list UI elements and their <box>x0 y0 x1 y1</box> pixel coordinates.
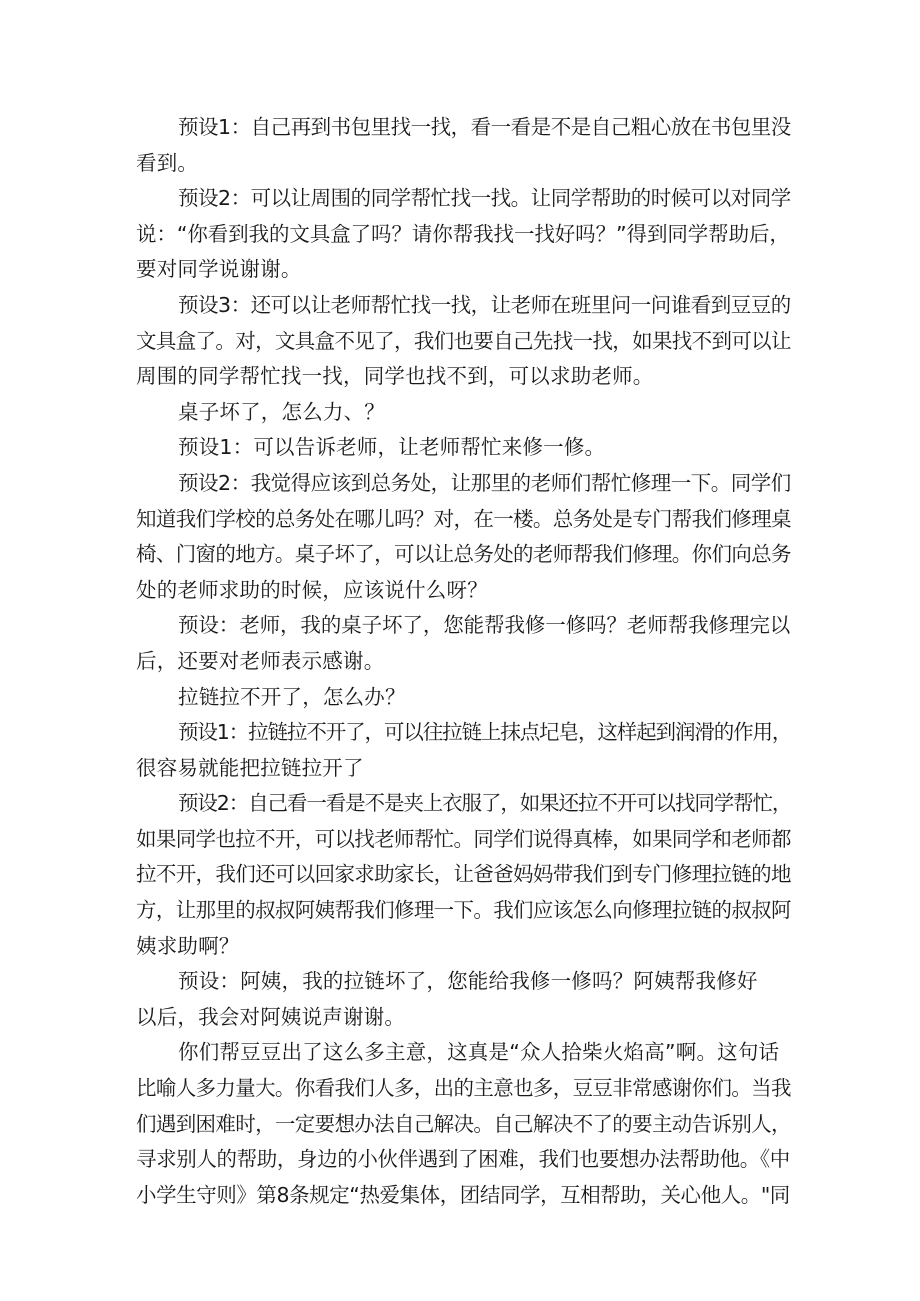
text-line: 比喻人多力量大。你看我们人多，出的主意也多，豆豆非常感谢你们。当我 <box>136 1076 791 1101</box>
text-line: 拉链拉不开了，怎么办？ <box>178 684 406 709</box>
text-line: 处的老师求助的时候，应该说什么呀？ <box>136 577 488 602</box>
text-line: 看到。 <box>136 150 199 175</box>
text-line: 以后，我会对阿姨说声谢谢。 <box>136 1004 406 1029</box>
text-line: 周围的同学帮忙找一找，同学也找不到，可以求助老师。 <box>136 364 654 389</box>
text-line: 桌子坏了，怎么力、？ <box>178 399 385 424</box>
text-line: 预设2：可以让周围的同学帮忙找一找。让同学帮助的时候可以对同学 <box>178 186 791 211</box>
text-line: 你们帮豆豆出了这么多主意，这真是“众人拾柴火焰高”啊。这句话 <box>178 1040 780 1065</box>
text-line: 文具盒了。对，文具盒不见了，我们也要自己先找一找，如果找不到可以让 <box>136 328 791 353</box>
text-line: 预设：阿姨，我的拉链坏了，您能给我修一修吗？阿姨帮我修好 <box>178 969 758 994</box>
text-line: 姨求助啊？ <box>136 933 240 958</box>
text-line: 方，让那里的叔叔阿姨帮我们修理一下。我们应该怎么向修理拉链的叔叔阿 <box>136 898 791 923</box>
text-line: 寻求别人的帮助，身边的小伙伴遇到了困难，我们也要想办法帮助他。《中 <box>136 1147 790 1172</box>
text-line: 说：“你看到我的文具盒了吗？请你帮我找一找好吗？”得到同学帮助后， <box>136 221 790 246</box>
text-line: 拉不开，我们还可以回家求助家长，让爸爸妈妈带我们到专门修理拉链的地 <box>136 862 791 887</box>
text-line: 预设1：可以告诉老师，让老师帮忙来修一修。 <box>178 435 606 460</box>
text-line: 很容易就能把拉链拉开了 <box>136 755 364 780</box>
text-line: 椅、门窗的地方。桌子坏了，可以让总务处的老师帮我们修理。你们向总务 <box>136 542 791 567</box>
text-line: 预设3：还可以让老师帮忙找一找，让老师在班里问一问谁看到豆豆的 <box>178 292 791 317</box>
text-line: 预设2：我觉得应该到总务处，让那里的老师们帮忙修理一下。同学们 <box>178 470 791 495</box>
text-line: 们遇到困难时，一定要想办法自己解决。自己解决不了的要主动告诉别人， <box>136 1111 791 1136</box>
text-line: 要对同学说谢谢。 <box>136 257 302 282</box>
text-line: 预设：老师，我的桌子坏了，您能帮我修一修吗？老师帮我修理完以 <box>178 613 791 638</box>
text-line: 预设2：自己看一看是不是夹上衣服了，如果还拉不开可以找同学帮忙， <box>178 791 792 816</box>
text-line: 预设1：自己再到书包里找一找，看一看是不是自己粗心放在书包里没 <box>178 115 791 139</box>
text-line: 如果同学也拉不开，可以找老师帮忙。同学们说得真棒，如果同学和老师都 <box>136 826 791 851</box>
text-line: 后，还要对老师表示感谢。 <box>136 648 385 673</box>
text-line: 小学生守则》第8条规定“热爱集体，团结同学，互相帮助，关心他人。"同 <box>136 1182 790 1207</box>
text-line: 知道我们学校的总务处在哪儿吗？对，在一楼。总务处是专门帮我们修理桌 <box>136 506 791 531</box>
document-body <box>136 110 796 1213</box>
text-line: 预设1：拉链拉不开了，可以往拉链上抹点圮皂，这样起到润滑的作用， <box>178 720 792 745</box>
